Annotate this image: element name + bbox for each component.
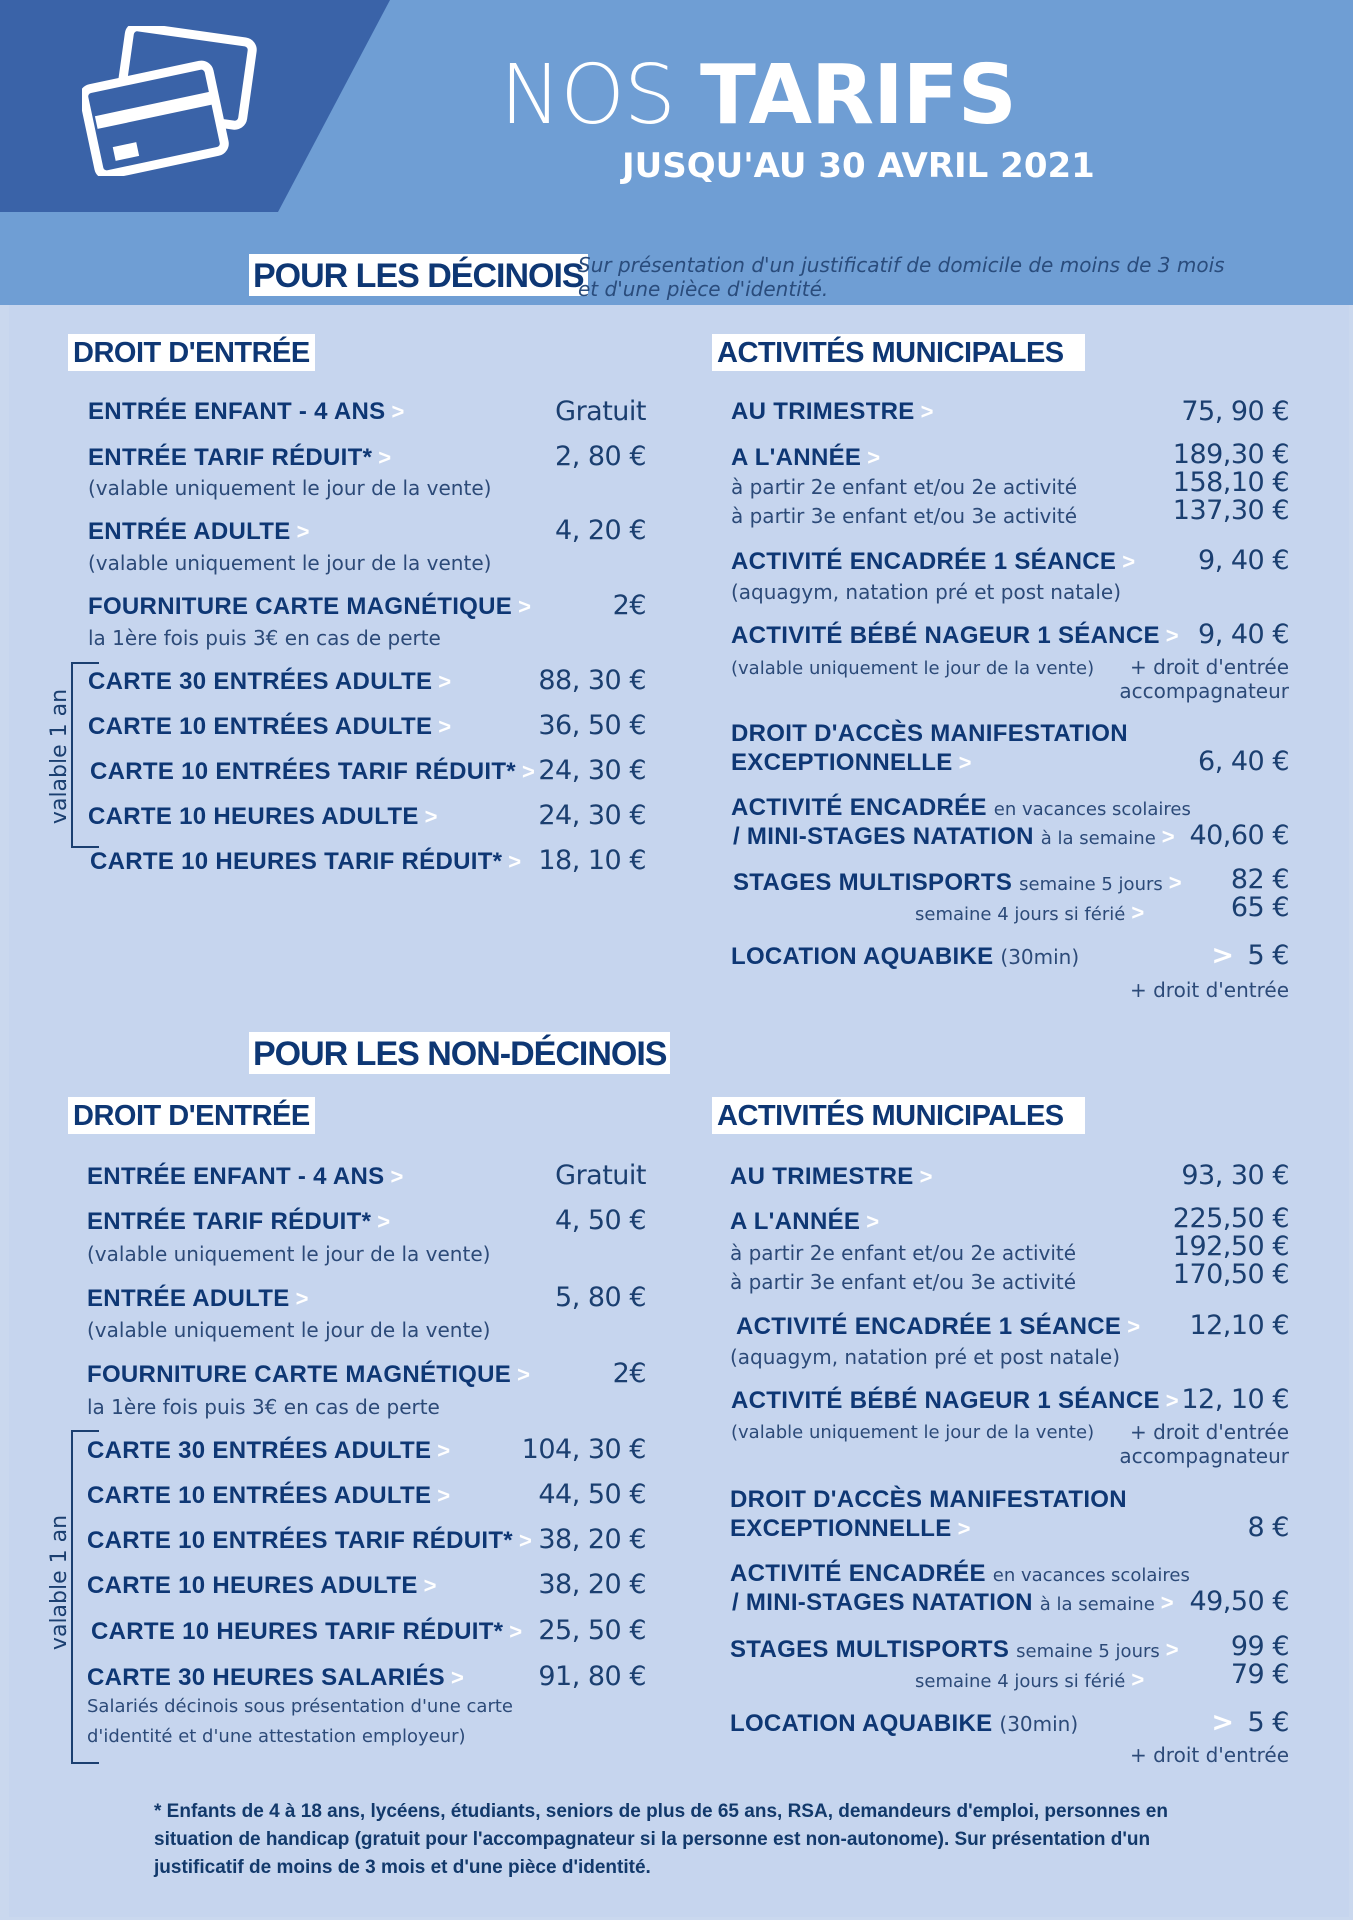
- entry-label: FOURNITURE CARTE MAGNÉTIQUE >: [87, 1361, 531, 1388]
- entry-price: 24, 30 €: [538, 800, 646, 831]
- activity-extra: + droit d'entrée: [1130, 1420, 1289, 1444]
- activity-price: 170,50 €: [1172, 1259, 1289, 1290]
- activity-price: 9, 40 €: [1198, 619, 1289, 650]
- entry-price: 25, 50 €: [538, 1615, 646, 1646]
- activity-label: ACTIVITÉ ENCADRÉE en vacances scolaires: [730, 1560, 1190, 1587]
- activity-price: 8 €: [1247, 1512, 1289, 1543]
- section-heading-non-decinois: POUR LES NON-DÉCINOIS: [249, 1032, 670, 1074]
- residency-note-line1: Sur présentation d'un justificatif de domicile de moins de 3 mois: [578, 253, 1225, 277]
- activity-label: ACTIVITÉ ENCADRÉE 1 SÉANCE >: [736, 1313, 1141, 1340]
- entry-label: ENTRÉE TARIF RÉDUIT* >: [88, 444, 392, 471]
- activity-note: à partir 2e enfant et/ou 2e activité: [731, 475, 1078, 499]
- activity-note: (valable uniquement le jour de la vente): [731, 658, 1095, 679]
- entry-price: 4, 20 €: [555, 515, 646, 546]
- activity-price: 65 €: [1230, 892, 1289, 923]
- activity-price: 225,50 €: [1172, 1203, 1289, 1234]
- entry-price: 38, 20 €: [538, 1524, 646, 1555]
- entry-price: 2, 80 €: [555, 441, 646, 472]
- entry-label: ENTRÉE ADULTE >: [87, 1285, 309, 1312]
- activity-label: semaine 4 jours si férié >: [915, 900, 1145, 925]
- activity-label: semaine 4 jours si férié >: [915, 1667, 1145, 1692]
- page-subtitle: JUSQU'AU 30 AVRIL 2021: [622, 146, 1095, 186]
- entry-price: 38, 20 €: [538, 1569, 646, 1600]
- activity-price: 189,30 €: [1172, 439, 1289, 470]
- entry-price: 104, 30 €: [521, 1434, 646, 1465]
- activity-label: ACTIVITÉ BÉBÉ NAGEUR 1 SÉANCE >: [731, 622, 1179, 649]
- section-heading-decinois: POUR LES DÉCINOIS: [249, 254, 588, 296]
- activity-extra: + droit d'entrée: [1130, 978, 1289, 1002]
- activities-title-non-decinois: ACTIVITÉS MUNICIPALES: [712, 1097, 1085, 1134]
- activity-price: 137,30 €: [1172, 495, 1289, 526]
- activity-note: à partir 3e enfant et/ou 3e activité: [730, 1270, 1077, 1294]
- activity-extra: + droit d'entrée: [1130, 1743, 1289, 1767]
- activity-label: AU TRIMESTRE >: [730, 1163, 933, 1190]
- activity-label: ACTIVITÉ BÉBÉ NAGEUR 1 SÉANCE >: [731, 1387, 1179, 1414]
- activity-label: LOCATION AQUABIKE (30min): [731, 943, 1080, 970]
- entry-note: la 1ère fois puis 3€ en cas de perte: [87, 1395, 440, 1419]
- entry-label: CARTE 10 HEURES ADULTE >: [88, 803, 438, 830]
- activity-extra: accompagnateur: [1119, 1444, 1289, 1468]
- entry-note: (valable uniquement le jour de la vente): [87, 1242, 491, 1266]
- activity-note: (aquagym, natation pré et post natale): [730, 1345, 1120, 1369]
- entry-title-decinois: DROIT D'ENTRÉE: [68, 334, 315, 371]
- activity-label: LOCATION AQUABIKE (30min): [730, 1710, 1079, 1737]
- activity-note: à partir 2e enfant et/ou 2e activité: [730, 1241, 1077, 1265]
- entry-note: (valable uniquement le jour de la vente): [88, 551, 492, 575]
- activity-extra: accompagnateur: [1119, 679, 1289, 703]
- activity-label: / MINI-STAGES NATATION à la semaine >: [732, 1589, 1174, 1616]
- entry-price: 44, 50 €: [538, 1479, 646, 1510]
- activity-label: EXCEPTIONNELLE >: [731, 749, 972, 776]
- activity-price: 79 €: [1230, 1659, 1289, 1690]
- activity-label: A L'ANNÉE >: [731, 444, 881, 471]
- entry-label: ENTRÉE ENFANT - 4 ANS >: [87, 1163, 404, 1190]
- entry-price: 5, 80 €: [555, 1282, 646, 1313]
- activity-price: > 5 €: [1211, 940, 1289, 971]
- activity-price: 49,50 €: [1189, 1586, 1289, 1617]
- activity-price: 9, 40 €: [1198, 545, 1289, 576]
- entry-note: Salariés décinois sous présentation d'une carte: [87, 1696, 513, 1717]
- activity-price: > 5 €: [1211, 1707, 1289, 1738]
- activity-note: (valable uniquement le jour de la vente): [731, 1422, 1095, 1443]
- entry-title-non-decinois: DROIT D'ENTRÉE: [68, 1097, 315, 1134]
- activity-label: STAGES MULTISPORTS semaine 5 jours >: [733, 869, 1182, 896]
- entry-price: 91, 80 €: [538, 1661, 646, 1692]
- residency-note-line2: et d'une pièce d'identité.: [578, 277, 829, 301]
- activity-label: ACTIVITÉ ENCADRÉE en vacances scolaires: [731, 794, 1191, 821]
- activity-price: 40,60 €: [1189, 820, 1289, 851]
- entry-price: Gratuit: [555, 1160, 646, 1191]
- entry-price: 18, 10 €: [538, 845, 646, 876]
- entry-label: CARTE 10 ENTRÉES TARIF RÉDUIT* >: [87, 1527, 533, 1554]
- activity-label: EXCEPTIONNELLE >: [730, 1515, 971, 1542]
- entry-price: 2€: [612, 590, 646, 621]
- entry-price: Gratuit: [555, 396, 646, 427]
- activity-label: / MINI-STAGES NATATION à la semaine >: [733, 823, 1175, 850]
- activity-label: A L'ANNÉE >: [730, 1208, 880, 1235]
- entry-note: la 1ère fois puis 3€ en cas de perte: [88, 626, 441, 650]
- entry-label: CARTE 30 ENTRÉES ADULTE >: [87, 1437, 451, 1464]
- activity-price: 12, 10 €: [1181, 1384, 1289, 1415]
- entry-price: 4, 50 €: [555, 1205, 646, 1236]
- activity-price: 158,10 €: [1172, 467, 1289, 498]
- activity-label: DROIT D'ACCÈS MANIFESTATION: [730, 1486, 1127, 1513]
- entry-label: FOURNITURE CARTE MAGNÉTIQUE >: [88, 593, 532, 620]
- entry-label: ENTRÉE ENFANT - 4 ANS >: [88, 398, 405, 425]
- activity-label: ACTIVITÉ ENCADRÉE 1 SÉANCE >: [731, 548, 1136, 575]
- activity-label: AU TRIMESTRE >: [731, 398, 934, 425]
- activity-note: à partir 3e enfant et/ou 3e activité: [731, 504, 1078, 528]
- entry-note: (valable uniquement le jour de la vente): [87, 1318, 491, 1342]
- entry-price: 2€: [612, 1358, 646, 1389]
- entry-label: CARTE 10 ENTRÉES ADULTE >: [88, 713, 452, 740]
- activity-price: 93, 30 €: [1181, 1160, 1289, 1191]
- validity-label: valable 1 an: [47, 1514, 73, 1651]
- activities-title-decinois: ACTIVITÉS MUNICIPALES: [712, 334, 1085, 371]
- activity-price: 12,10 €: [1189, 1310, 1289, 1341]
- validity-label: valable 1 an: [47, 688, 73, 825]
- entry-label: CARTE 10 ENTRÉES ADULTE >: [87, 1482, 451, 1509]
- entry-label: CARTE 10 HEURES TARIF RÉDUIT* >: [91, 1618, 523, 1645]
- entry-price: 24, 30 €: [538, 755, 646, 786]
- entry-note: (valable uniquement le jour de la vente): [88, 476, 492, 500]
- entry-label: CARTE 10 HEURES ADULTE >: [87, 1572, 437, 1599]
- credit-cards-icon: [82, 26, 262, 176]
- entry-price: 36, 50 €: [538, 710, 646, 741]
- activity-label: DROIT D'ACCÈS MANIFESTATION: [731, 720, 1128, 747]
- entry-label: ENTRÉE TARIF RÉDUIT* >: [87, 1208, 391, 1235]
- entry-label: CARTE 30 HEURES SALARIÉS >: [87, 1664, 465, 1691]
- activity-price: 6, 40 €: [1198, 746, 1289, 777]
- entry-label: ENTRÉE ADULTE >: [88, 518, 310, 545]
- entry-price: 88, 30 €: [538, 665, 646, 696]
- entry-note: d'identité et d'une attestation employeur): [87, 1726, 466, 1747]
- activity-price: 99 €: [1230, 1631, 1289, 1662]
- activity-extra: + droit d'entrée: [1130, 655, 1289, 679]
- footnote: * Enfants de 4 à 18 ans, lycéens, étudiants, seniors de plus de 65 ans, RSA, demandeurs d'emploi, personnes en situation de handicap (gratuit pour l'accompagnateur si la personne est non-autonome). Sur présentation d'un justificatif de moins de 3 mois et d'une pièce d'identité.: [154, 1801, 1168, 1878]
- residency-note: [578, 250, 1225, 304]
- activity-price: 192,50 €: [1172, 1231, 1289, 1262]
- activity-price: 82 €: [1230, 864, 1289, 895]
- entry-label: CARTE 30 ENTRÉES ADULTE >: [88, 668, 452, 695]
- activity-label: STAGES MULTISPORTS semaine 5 jours >: [730, 1636, 1179, 1663]
- activity-price: 75, 90 €: [1181, 396, 1289, 427]
- page-title: NOS TARIFS: [500, 48, 1016, 143]
- entry-label: CARTE 10 HEURES TARIF RÉDUIT* >: [90, 848, 522, 875]
- activity-note: (aquagym, natation pré et post natale): [731, 580, 1121, 604]
- entry-label: CARTE 10 ENTRÉES TARIF RÉDUIT* >: [90, 758, 536, 785]
